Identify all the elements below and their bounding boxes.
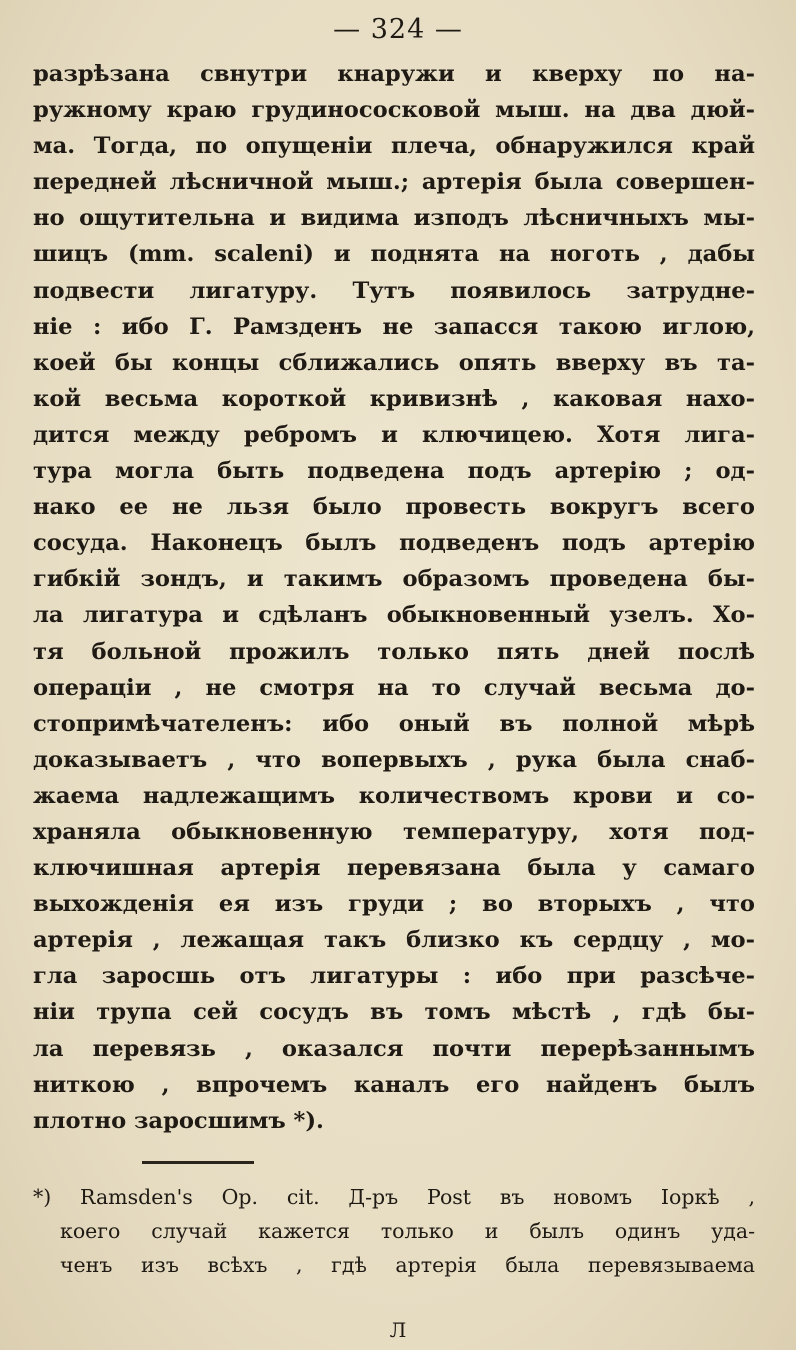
- text-line: плотно заросшимъ *).: [33, 1107, 324, 1134]
- footnote-divider: [142, 1161, 254, 1164]
- text-line: храняла обыкновенную температуру, хотя под-: [33, 818, 755, 845]
- body-text: [33, 56, 755, 1139]
- text-line: нако ее не льзя было провесть вокругъ всего: [33, 494, 755, 521]
- text-line: тура могла быть подведена подъ артерію ; од-: [33, 458, 755, 485]
- text-line: жаема надлежащимъ количествомъ крови и со-: [33, 782, 755, 809]
- text-line: ніи трупа сей сосудъ въ томъ мѣстѣ , гдѣ бы-: [33, 999, 755, 1026]
- text-line: ніе : ибо Г. Рамзденъ не запасся такою иглою,: [33, 313, 755, 340]
- text-line: дится между ребромъ и ключицею. Хотя лига-: [33, 421, 755, 448]
- text-line: выхожденія ея изъ груди ; во вторыхъ , что: [33, 891, 755, 918]
- text-line: ниткою , впрочемъ каналъ его найденъ былъ: [33, 1071, 755, 1098]
- page-number: — 324 —: [333, 14, 463, 45]
- text-line: ла лигатура и сдѣланъ обыкновенный узелъ. Хо-: [33, 602, 755, 629]
- text-line: гла заросшь отъ лигатуры : ибо при разсѣче-: [33, 963, 755, 990]
- text-line: но ощутительна и видима изподъ лѣсничныхъ мы-: [33, 205, 755, 232]
- text-line: подвести лигатуру. Тутъ появилось затрудне-: [33, 277, 755, 304]
- footnote-line: ченъ изъ всѣхъ , гдѣ артерія была перевязываема: [60, 1253, 755, 1277]
- text-line: разрѣзана свнутри кнаружи и кверху по на-: [33, 61, 755, 87]
- footnote-line: коего случай кажется только и былъ одинъ уда-: [60, 1219, 755, 1243]
- printer-signature-mark: Л: [389, 1318, 407, 1342]
- text-line: кой весьма короткой кривизнѣ , каковая нахо-: [33, 385, 755, 412]
- text-line: доказываетъ , что вопервыхъ , рука была снаб-: [33, 746, 755, 773]
- footnote-line: *) Ramsden's Op. cit. Д-ръ Post въ новомъ Іоркѣ ,: [33, 1185, 755, 1209]
- text-line: тя больной прожилъ только пять дней послѣ: [33, 638, 755, 665]
- text-line: стопримѣчателенъ: ибо оный въ полной мѣрѣ: [33, 710, 755, 737]
- text-line: шицъ (mm. scaleni) и поднята на ноготь , дабы: [33, 241, 755, 268]
- text-line: гибкій зондъ, и такимъ образомъ проведена бы-: [33, 566, 755, 593]
- text-line: артерія , лежащая такъ близко къ сердцу , мо-: [33, 927, 755, 954]
- text-line: ключишная артерія перевязана была у самаго: [33, 855, 755, 882]
- text-line: операціи , не смотря на то случай весьма до-: [33, 674, 755, 701]
- footnote: [33, 1180, 755, 1282]
- text-line: передней лѣсничной мыш.; артерія была совершен-: [33, 169, 755, 196]
- text-line: ла перевязь , оказался почти перерѣзаннымъ: [33, 1035, 755, 1062]
- text-line: ружному краю грудинососковой мыш. на два дюй-: [33, 97, 755, 124]
- text-line: ма. Тогда, по опущеніи плеча, обнаружился край: [33, 133, 755, 160]
- text-line: коей бы концы сближались опять вверху въ та-: [33, 349, 755, 376]
- text-line: сосуда. Наконецъ былъ подведенъ подъ артерію: [33, 530, 755, 557]
